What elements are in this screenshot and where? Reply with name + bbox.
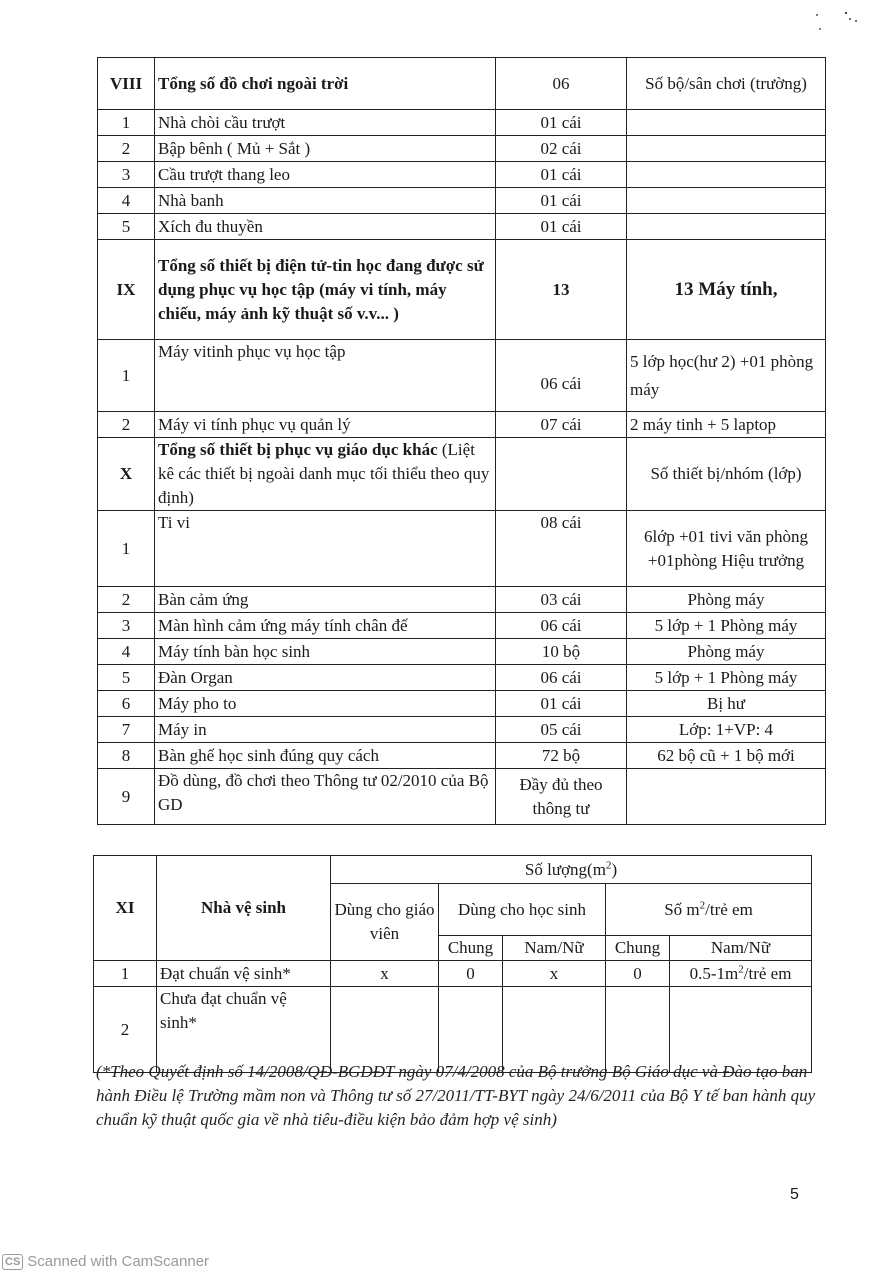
row-number: 7 xyxy=(98,717,155,743)
table-row xyxy=(98,188,826,214)
item-name: Máy tính bàn học sinh xyxy=(155,639,496,665)
section-number: IX xyxy=(98,240,155,340)
notes xyxy=(627,769,826,825)
notes: Phòng máy xyxy=(627,639,826,665)
item-name: Bàn ghế học sinh đúng quy cách xyxy=(155,743,496,769)
item-name: Nhà banh xyxy=(155,188,496,214)
quantity xyxy=(496,438,627,511)
subheader-gender: Nam/Nữ xyxy=(670,936,812,961)
notes: Số thiết bị/nhóm (lớp) xyxy=(627,438,826,511)
notes xyxy=(627,214,826,240)
quantity: 72 bộ xyxy=(496,743,627,769)
section-title: Tổng số đồ chơi ngoài trời xyxy=(155,58,496,110)
row-number: 1 xyxy=(98,340,155,412)
quantity: 01 cái xyxy=(496,188,627,214)
row-number: 1 xyxy=(94,961,157,987)
notes: 5 lớp + 1 Phòng máy xyxy=(627,613,826,639)
student-common-value: 0 xyxy=(439,961,503,987)
item-name: Máy vi tính phục vụ quản lý xyxy=(155,412,496,438)
item-name: Bập bênh ( Mủ + Sắt ) xyxy=(155,136,496,162)
quantity: 02 cái xyxy=(496,136,627,162)
row-number: 2 xyxy=(98,412,155,438)
row-number: 1 xyxy=(98,511,155,587)
section-number: VIII xyxy=(98,58,155,110)
teacher-column-header: Dùng cho giáo viên xyxy=(331,884,439,961)
table-row xyxy=(98,162,826,188)
row-number: 5 xyxy=(98,214,155,240)
item-name: Máy pho to xyxy=(155,691,496,717)
notes: 5 lớp + 1 Phòng máy xyxy=(627,665,826,691)
table-header-row xyxy=(94,856,812,884)
quantity: 06 cái xyxy=(496,665,627,691)
quantity: 07 cái xyxy=(496,412,627,438)
quantity: 01 cái xyxy=(496,110,627,136)
row-number: 2 xyxy=(98,136,155,162)
item-name: Đàn Organ xyxy=(155,665,496,691)
notes xyxy=(627,110,826,136)
section-number: X xyxy=(98,438,155,511)
notes xyxy=(627,188,826,214)
table-row xyxy=(98,412,826,438)
table-row xyxy=(98,511,826,587)
notes: Phòng máy xyxy=(627,587,826,613)
table-row xyxy=(98,110,826,136)
subheader-gender: Nam/Nữ xyxy=(503,936,606,961)
quantity: 13 xyxy=(496,240,627,340)
row-number: 8 xyxy=(98,743,155,769)
area-common-value: 0 xyxy=(606,961,670,987)
quantity: 06 xyxy=(496,58,627,110)
area-gender-value: $0.5-1m^2$/trẻ em xyxy=(670,961,812,987)
table-row xyxy=(98,769,826,825)
item-name: Máy in xyxy=(155,717,496,743)
table-row xyxy=(98,691,826,717)
table-row xyxy=(98,58,826,110)
row-number: 2 xyxy=(94,987,157,1073)
table-row xyxy=(98,136,826,162)
quantity: 10 bộ xyxy=(496,639,627,665)
item-name: Cầu trượt thang leo xyxy=(155,162,496,188)
scanner-watermark xyxy=(2,1253,209,1270)
item-name: Nhà chòi cầu trượt xyxy=(155,110,496,136)
quantity: 03 cái xyxy=(496,587,627,613)
section-title: Tổng số thiết bị điện tử-tin học đang được sử dụng phục vụ học tập (máy vi tính, máy chiếu, máy ảnh kỹ thuật số v.v... ) xyxy=(155,240,496,340)
subheader-common: Chung xyxy=(606,936,670,961)
toilet-table xyxy=(93,855,812,1073)
quantity: 01 cái xyxy=(496,162,627,188)
table-row xyxy=(98,340,826,412)
subheader-common: Chung xyxy=(439,936,503,961)
quantity: 01 cái xyxy=(496,691,627,717)
item-name: Ti vi xyxy=(155,511,496,587)
notes xyxy=(627,136,826,162)
item-name: Chưa đạt chuẩn vệ sinh* xyxy=(157,987,331,1073)
row-number: 2 xyxy=(98,587,155,613)
student-gender-value: x xyxy=(503,961,606,987)
section-title-detail: (Liệt kê các thiết bị ngoài danh mục tối thiểu theo quy định) xyxy=(158,440,490,507)
notes: Lớp: 1+VP: 4 xyxy=(627,717,826,743)
table-row xyxy=(98,240,826,340)
item-name: Đạt chuẩn vệ sinh* xyxy=(157,961,331,987)
teacher-value: x xyxy=(331,961,439,987)
scan-specks xyxy=(812,5,862,35)
row-number: 4 xyxy=(98,188,155,214)
item-name: Đồ dùng, đồ chơi theo Thông tư 02/2010 của Bộ GD xyxy=(155,769,496,825)
quantity: 01 cái xyxy=(496,214,627,240)
quantity-header: Số $lượng(m^2)$ xyxy=(331,856,812,884)
notes: 6lớp +01 tivi văn phòng +01phòng Hiệu trưởng xyxy=(627,511,826,587)
table-row xyxy=(98,639,826,665)
quantity: 06 cái xyxy=(496,340,627,412)
notes: 62 bộ cũ + 1 bộ mới xyxy=(627,743,826,769)
table-row xyxy=(98,665,826,691)
table-row xyxy=(98,438,826,511)
row-number: 3 xyxy=(98,613,155,639)
table-row xyxy=(98,613,826,639)
row-number: 4 xyxy=(98,639,155,665)
notes: Bị hư xyxy=(627,691,826,717)
section-title-bold: Tổng số thiết bị phục vụ giáo dục khác xyxy=(158,440,438,459)
camscanner-icon: CS xyxy=(2,1254,23,1270)
table-row xyxy=(98,214,826,240)
notes: 5 lớp học(hư 2) +01 phòng máy xyxy=(627,340,826,412)
row-number: 9 xyxy=(98,769,155,825)
section-number: XI xyxy=(94,856,157,961)
scanner-text: Scanned with CamScanner xyxy=(27,1253,210,1270)
item-name: Xích đu thuyền xyxy=(155,214,496,240)
row-number: 5 xyxy=(98,665,155,691)
row-number: 6 xyxy=(98,691,155,717)
row-number: 1 xyxy=(98,110,155,136)
notes: 13 Máy tính, xyxy=(627,240,826,340)
section-title: Nhà vệ sinh xyxy=(157,856,331,961)
table-row xyxy=(98,587,826,613)
item-name: Máy vitinh phục vụ học tập xyxy=(155,340,496,412)
row-number: 3 xyxy=(98,162,155,188)
notes: Số bộ/sân chơi (trường) xyxy=(627,58,826,110)
notes: 2 máy tinh + 5 laptop xyxy=(627,412,826,438)
item-name: Màn hình cảm ứng máy tính chân đế xyxy=(155,613,496,639)
students-column-header: Dùng cho học sinh xyxy=(439,884,606,936)
section-title xyxy=(155,438,496,511)
footnote: (*Theo Quyết định số 14/2008/QĐ-BGDĐT ngày 07/4/2008 của Bộ trưởng Bộ Giáo dục và Đào tạo ban hành Điều lệ Trường mầm non và Thông tư số 27/2011/TT-BYT ngày 24/6/2011 của Bộ Y tế ban hành quy chuẩn kỹ thuật quốc gia về nhà tiêu-điều kiện bảo đảm hợp vệ sinh) xyxy=(96,1062,816,1129)
page-number: 5 xyxy=(790,1186,799,1203)
item-name: Bàn cảm ứng xyxy=(155,587,496,613)
quantity: 06 cái xyxy=(496,613,627,639)
table-row xyxy=(94,961,812,987)
equipment-table xyxy=(97,57,826,825)
table-row xyxy=(98,743,826,769)
quantity: 08 cái xyxy=(496,511,627,587)
table-row xyxy=(98,717,826,743)
notes xyxy=(627,162,826,188)
area-column-header: Số $m^2$/trẻ em xyxy=(606,884,812,936)
quantity: Đầy đủ theo thông tư xyxy=(496,769,627,825)
quantity: 05 cái xyxy=(496,717,627,743)
